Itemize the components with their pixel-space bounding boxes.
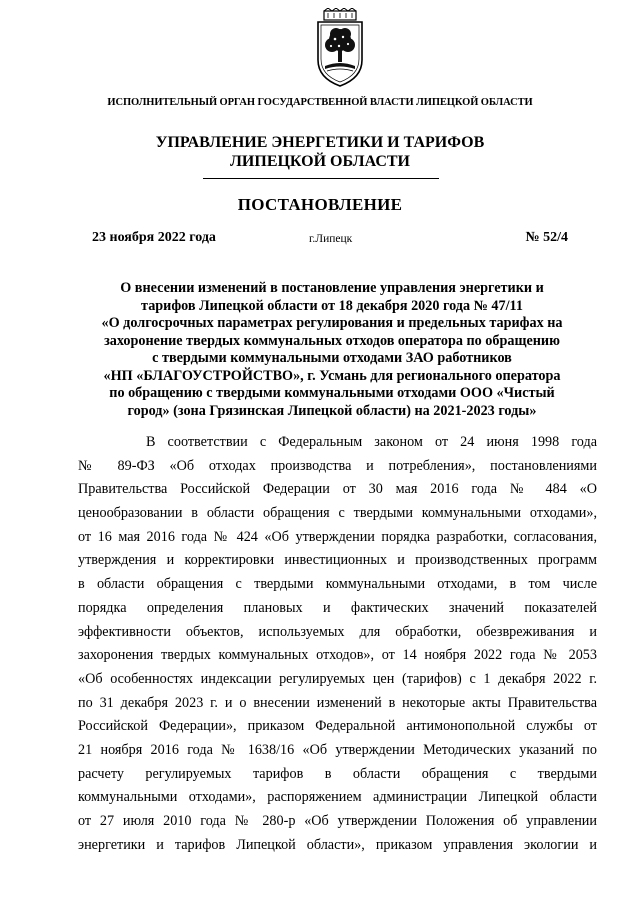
subject-line: с твердыми коммунальными отходами ЗАО работников	[152, 350, 512, 366]
body-line: 21 ноября 2016 года № 1638/16 «Об утверждении Методических указаний по	[78, 741, 597, 758]
header-divider	[203, 178, 439, 179]
document-type-title: ПОСТАНОВЛЕНИЕ	[237, 195, 403, 214]
organization-name-line-1: УПРАВЛЕНИЕ ЭНЕРГЕТИКИ И ТАРИФОВ	[155, 134, 485, 151]
document-body	[78, 431, 597, 857]
body-line: Российской Федерации», приказом Федеральной антимонопольной службы от	[78, 718, 597, 735]
body-line: Правительства Российской Федерации от 30 мая 2016 года № 484 «О	[78, 481, 597, 498]
organization-name	[0, 133, 640, 171]
body-line: коммунальными отходами», распоряжением администрации Липецкой области	[78, 789, 597, 806]
body-line: в области обращения с твердыми коммунальными отходами, в том числе	[78, 576, 597, 593]
body-line: ценообразовании в области обращения с твердыми коммунальными отходами»,	[78, 505, 597, 522]
subject-line: О внесении изменений в постановление управления энергетики и	[120, 280, 544, 296]
body-line: № 89-ФЗ «Об отходах производства и потребления», постановлениями	[78, 457, 597, 474]
document-date: 23 ноября 2022 года	[92, 230, 216, 245]
body-line: утверждения и корректировки инвестиционных и производственных программ	[78, 552, 597, 569]
document-subject	[72, 280, 592, 420]
body-line: «Об особенностях индексации регулируемых цен (тарифов) с 1 декабря 2022 г.	[78, 670, 597, 687]
body-line: энергетики и тарифов Липецкой области», приказом управления экологии и	[78, 836, 597, 853]
body-line: от 27 июля 2010 года № 280-р «Об утверждении Положения об управлении	[78, 813, 597, 829]
body-line: В соответствии с Федеральным законом от 24 июня 1998 года	[146, 434, 597, 450]
organization-name-line-2: ЛИПЕЦКОЙ ОБЛАСТИ	[230, 153, 410, 170]
subject-line: по обращению с твердыми коммунальными отходами ООО «Чистый	[109, 385, 555, 401]
document-number: № 52/4	[525, 230, 568, 245]
body-line: по 31 декабря 2023 г. и о внесении изменений в некоторые акты Правительства	[78, 694, 597, 711]
body-line: от 16 мая 2016 года № 424 «Об утверждении порядка разработки, согласования,	[78, 528, 597, 545]
subject-line: тарифов Липецкой области от 18 декабря 2020 года № 47/11	[141, 297, 523, 314]
subject-line: «НП «БЛАГОУСТРОЙСТВО», г. Усмань для регионального оператора	[103, 367, 561, 384]
body-line: захоронения твердых коммунальных отходов», от 14 ноября 2022 года № 2053	[78, 647, 597, 664]
subject-line: захоронение твердых коммунальных отходов оператора по обращению	[104, 332, 560, 349]
subject-line: «О долгосрочных параметрах регулирования и предельных тарифах на	[101, 315, 563, 331]
lipetsk-coat-of-arms-icon	[308, 8, 372, 88]
body-line: эффективности объектов, используемых для обработки, обезвреживания и	[78, 623, 597, 640]
authority-name: ИСПОЛНИТЕЛЬНЫЙ ОРГАН ГОСУДАРСТВЕННОЙ ВЛАСТИ ЛИПЕЦКОЙ ОБЛАСТИ	[107, 97, 533, 108]
body-line: порядка определения плановых и фактических значений показателей	[78, 599, 597, 616]
document-city: г.Липецк	[309, 233, 353, 245]
body-line: расчету регулируемых тарифов в области обращения с твердыми	[78, 765, 597, 782]
subject-line: город» (зона Грязинская Липецкой области) на 2021-2023 годы»	[127, 402, 537, 419]
